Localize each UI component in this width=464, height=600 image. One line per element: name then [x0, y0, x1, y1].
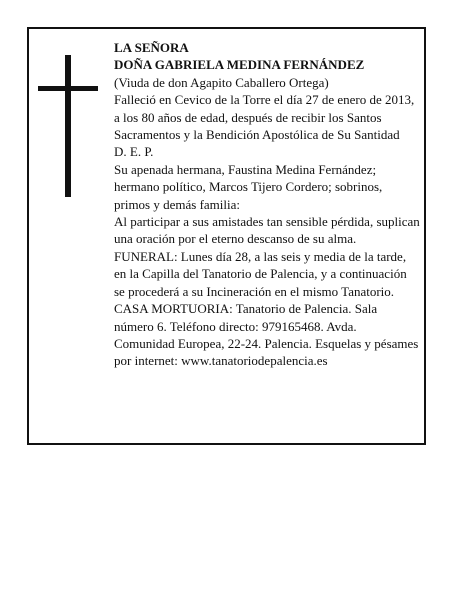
obituary-text	[114, 39, 420, 370]
widow-of: (Viuda de don Agapito Caballero Ortega)	[114, 74, 329, 90]
death-info: Falleció en Cevico de la Torre el día 27 de enero de 2013, a los 80 años de edad, después de recibir los Santos Sacramentos y la Bendición Apostólica de Su Santidad	[114, 92, 415, 143]
cross-horizontal-bar	[38, 86, 98, 91]
notice-title: LA SEÑORA	[114, 40, 189, 55]
dep-line: D. E. P.	[114, 144, 154, 160]
casa-mortuoria-info: CASA MORTUORIA: Tanatorio de Palencia. Sala número 6. Teléfono directo: 979165468. Avda. Comunidad Europea, 22-24. Palencia. Esquelas y pésames por internet: www.tanatoriodepalencia.es	[114, 301, 419, 369]
request-line: Al participar a sus amistades tan sensible pérdida, suplican una oración por el eterno descanso de su alma.	[114, 214, 420, 247]
deceased-name: DOÑA GABRIELA MEDINA FERNÁNDEZ	[114, 57, 365, 73]
cross-icon	[38, 55, 98, 197]
funeral-info: FUNERAL: Lunes día 28, a las seis y media de la tarde, en la Capilla del Tanatorio de Palencia, y a continuación se procederá a su Incineración en el mismo Tanatorio.	[114, 248, 407, 299]
cross-vertical-bar	[65, 55, 71, 197]
family-line: Su apenada hermana, Faustina Medina Fernández; hermano político, Marcos Tijero Cordero; sobrinos, primos y demás familia:	[114, 161, 383, 212]
